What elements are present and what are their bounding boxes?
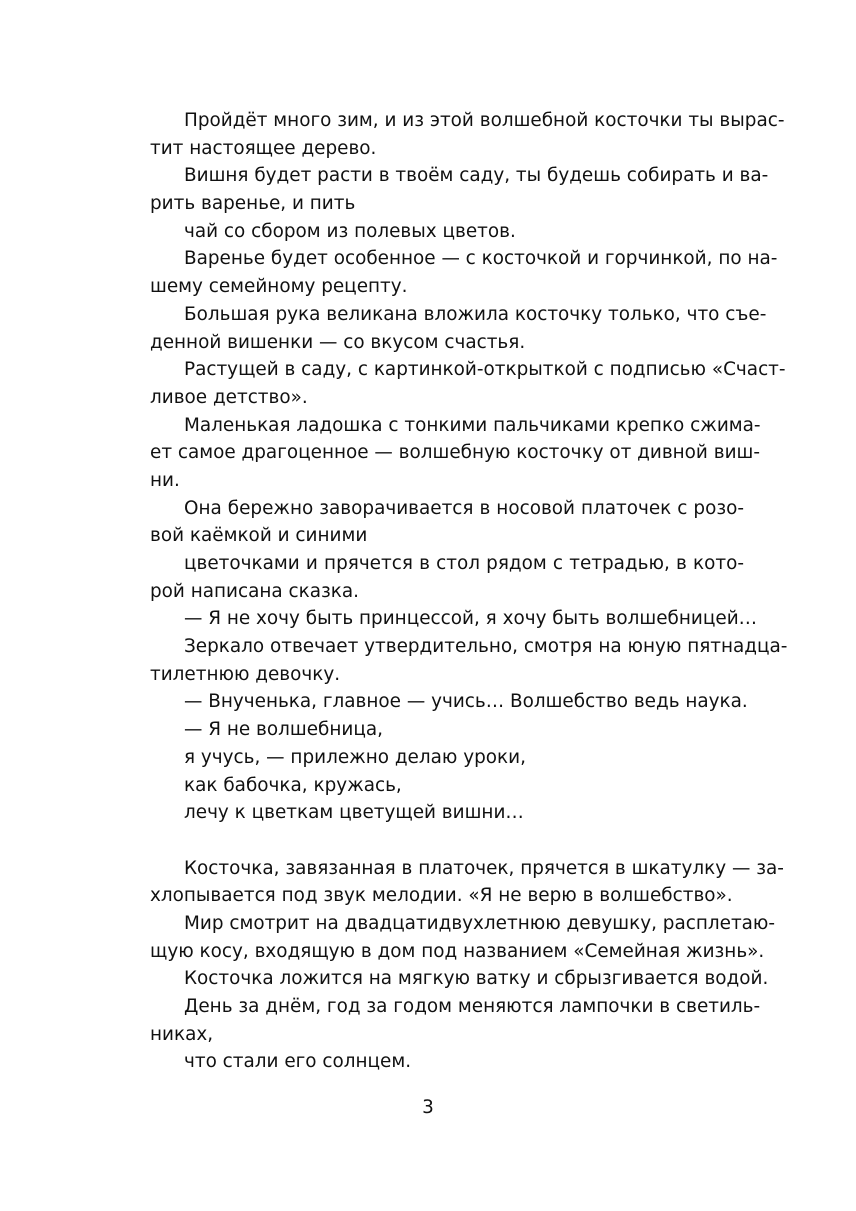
text-line: Вишня будет расти в твоём саду, ты будешь собирать и ва- — [184, 165, 769, 187]
text-line: ет самое драгоценное — волшебную косточку от дивной виш- — [150, 442, 760, 464]
text-line: что стали его солнцем. — [184, 1051, 412, 1073]
text-line: — Внученька, главное — учись… Волшебство ведь наука. — [184, 691, 748, 713]
text-line: хлопывается под звук мелодии. «Я не верю в волшебство». — [150, 885, 733, 907]
text-line: Косточка, завязанная в платочек, прячется в шкатулку — за- — [184, 857, 784, 879]
text-line: я учусь, — прилежно делаю уроки, — [184, 746, 526, 768]
text-line: — Я не волшебница, — [184, 719, 383, 741]
text-line: Мир смотрит на двадцатидвухлетнюю девушку, расплетаю- — [184, 912, 776, 934]
text-line: Косточка ложится на мягкую ватку и сбрызгивается водой. — [184, 968, 769, 990]
text-line: цветочками и прячется в стол рядом с тетрадью, в кото- — [184, 553, 744, 574]
text-line: тит настоящее дерево. — [150, 137, 377, 159]
text-line: ни. — [150, 469, 180, 491]
text-line: Она бережно заворачивается в носовой платочек с розо- — [184, 497, 744, 519]
text-line: Зеркало отвечает утвердительно, смотря на юную пятнадца- — [184, 636, 788, 658]
page-number: 3 — [422, 1097, 434, 1118]
blank-line — [150, 827, 744, 855]
text-line: Растущей в саду, с картинкой-открыткой с подписью «Счаст- — [184, 359, 786, 381]
text-line: шему семейному рецепту. — [150, 276, 408, 298]
text-line: щую косу, входящую в дом под названием «Семейная жизнь». — [150, 940, 765, 962]
text-line: рить варенье, и пить — [150, 193, 356, 215]
text-line: лечу к цветкам цветущей вишни… — [184, 802, 524, 824]
text-line: ливое детство». — [150, 386, 308, 408]
text-line: как бабочка, кружась, — [184, 774, 402, 796]
text-line: Пройдёт много зим, и из этой волшебной косточки ты вырас- — [184, 110, 785, 131]
text-line: тилетнюю девочку. — [150, 663, 341, 685]
text-line: никах, — [150, 1023, 214, 1045]
text-line: Маленькая ладошка с тонкими пальчиками крепко сжима- — [184, 414, 761, 436]
text-line: денной вишенки — со вкусом счастья. — [150, 331, 526, 353]
text-line: рой написана сказка. — [150, 580, 360, 602]
body-text — [150, 107, 788, 1076]
text-line: чай со сбором из полевых цветов. — [184, 220, 516, 242]
text-line: — Я не хочу быть принцессой, я хочу быть волшебницей… — [184, 608, 758, 630]
text-line: Варенье будет особенное — с косточкой и горчинкой, по на- — [184, 248, 778, 270]
text-line: День за днём, год за годом меняются лампочки в светиль- — [184, 996, 761, 1017]
text-line: вой каёмкой и синими — [150, 525, 368, 547]
text-line: Большая рука великана вложила косточку только, что съе- — [184, 303, 767, 325]
